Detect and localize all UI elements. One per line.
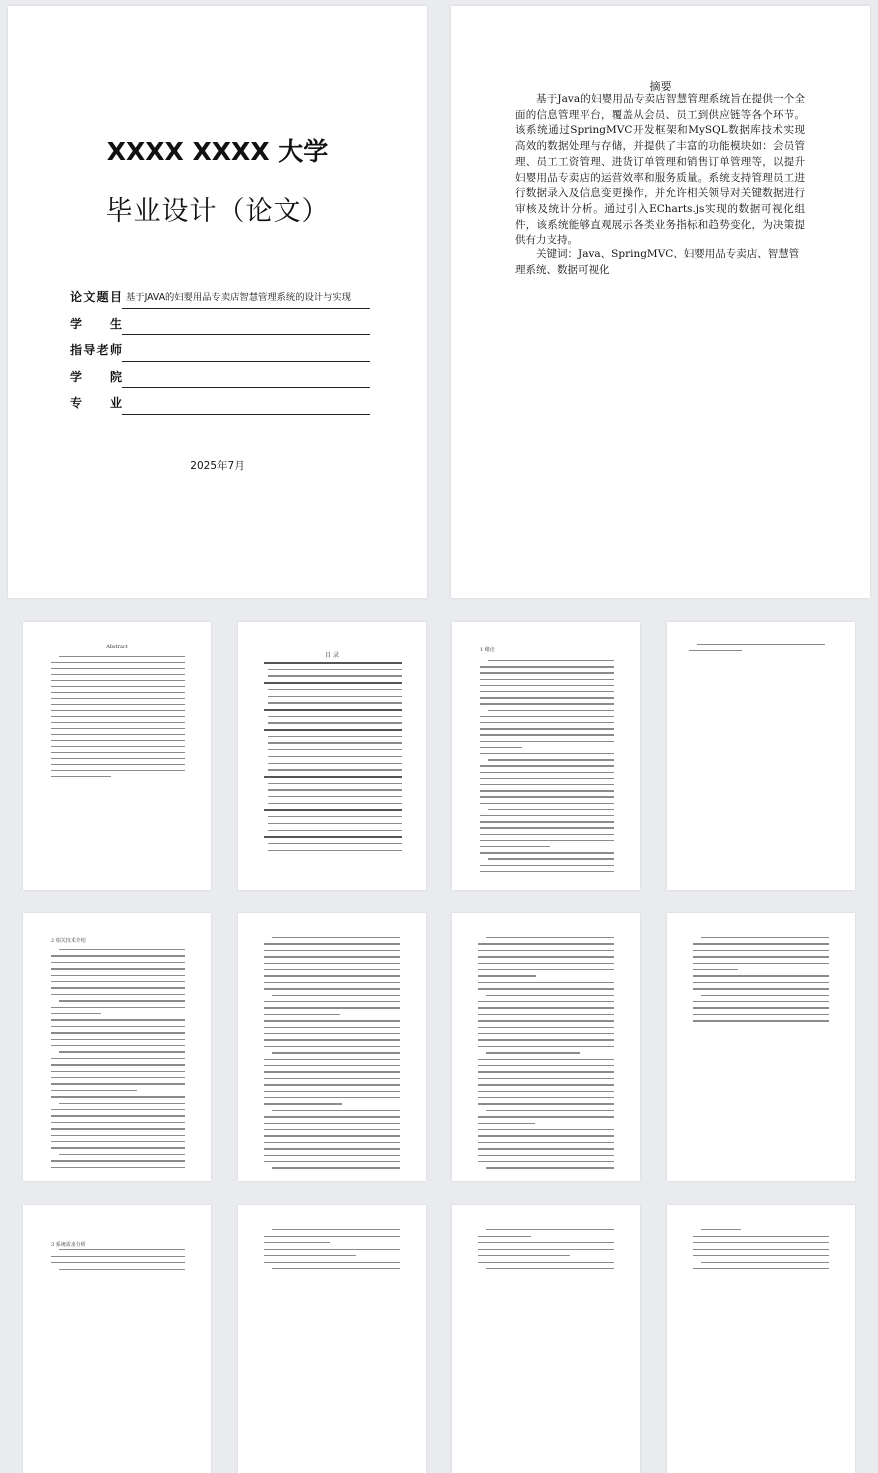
text-line <box>51 987 185 988</box>
text-line <box>51 968 185 969</box>
toc-heading: 目 录 <box>325 652 339 659</box>
text-line <box>51 680 185 681</box>
cover-info-row <box>70 335 370 362</box>
text-line <box>59 1000 185 1001</box>
toc-entry-line <box>268 669 402 670</box>
page-thumbnail-chapter-1[interactable] <box>452 622 640 890</box>
text-line <box>51 746 185 747</box>
text-line <box>272 1052 400 1053</box>
page-thumbnail-toc[interactable] <box>238 622 426 890</box>
text-line <box>51 955 185 956</box>
text-line <box>51 1135 185 1136</box>
text-line <box>701 995 829 996</box>
text-line <box>264 1020 400 1021</box>
text-line <box>51 1058 185 1059</box>
text-line <box>478 1027 614 1028</box>
text-line <box>264 1242 330 1243</box>
toc-entry-line <box>268 763 402 764</box>
cover-info-row <box>70 388 370 415</box>
page-thumbnail-chapter-3[interactable] <box>23 1205 211 1473</box>
text-line <box>264 1148 400 1149</box>
text-line <box>480 685 614 686</box>
text-line <box>480 865 614 866</box>
text-line <box>51 662 185 663</box>
text-line <box>264 1161 400 1162</box>
text-line <box>486 1110 614 1111</box>
text-line <box>51 734 185 735</box>
text-line <box>478 975 536 976</box>
text-line <box>478 1039 614 1040</box>
text-line <box>478 1033 614 1034</box>
text-line <box>480 778 614 779</box>
text-line <box>478 1242 614 1243</box>
text-line <box>478 1020 614 1021</box>
text-line <box>51 1128 185 1129</box>
text-line <box>480 734 614 735</box>
toc-entry-line <box>268 789 402 790</box>
text-line <box>272 995 400 996</box>
text-line <box>264 1071 400 1072</box>
text-line <box>478 1059 614 1060</box>
text-line <box>264 1065 400 1066</box>
text-line <box>693 956 829 957</box>
text-line <box>689 650 742 651</box>
abstract-keywords: 关键词：Java、SpringMVC、妇婴用品专卖店、智慧管理系统、数据可视化 <box>515 248 800 276</box>
toc-entry-line <box>264 682 402 684</box>
text-line <box>51 1007 185 1008</box>
text-line <box>272 1229 400 1230</box>
text-line <box>488 710 614 711</box>
text-line <box>51 1167 185 1168</box>
text-line <box>480 728 614 729</box>
text-line <box>51 1013 101 1014</box>
text-line <box>264 1007 400 1008</box>
toc-entry-line <box>268 769 402 770</box>
text-line <box>264 1084 400 1085</box>
text-line <box>51 1115 185 1116</box>
text-line <box>486 995 614 996</box>
text-line <box>264 1027 400 1028</box>
text-line <box>264 975 400 976</box>
cover-info-value: 基于JAVA的妇婴用品专卖店智慧管理系统的设计与实现 <box>126 292 351 303</box>
chapter1-heading: 1 绪论 <box>480 647 495 653</box>
text-line <box>693 1268 829 1269</box>
text-line <box>697 644 825 645</box>
page-thumbnail-7[interactable] <box>452 913 640 1181</box>
toc-entry-line <box>268 823 402 824</box>
text-line <box>486 1268 614 1269</box>
text-line <box>480 821 614 822</box>
text-line <box>51 1160 185 1161</box>
text-line <box>51 686 185 687</box>
page-thumbnail-english-abstract[interactable] <box>23 622 211 890</box>
text-line <box>478 1249 614 1250</box>
english-abstract-heading: Abstract <box>106 644 128 650</box>
text-line <box>51 1122 185 1123</box>
text-line <box>480 716 614 717</box>
text-line <box>480 852 614 853</box>
text-line <box>51 710 185 711</box>
toc-entry-line <box>268 796 402 797</box>
text-line <box>478 1084 614 1085</box>
text-line <box>51 758 185 759</box>
text-line <box>693 950 829 951</box>
text-line <box>264 1001 400 1002</box>
chapter3-heading: 3 系统需求分析 <box>51 1242 86 1248</box>
text-line <box>486 937 614 938</box>
toc-entry-line <box>268 689 402 690</box>
cover-info-label: 学 生 <box>70 316 122 331</box>
page-thumbnail-11[interactable] <box>452 1205 640 1473</box>
text-line <box>480 722 614 723</box>
text-line <box>264 1155 400 1156</box>
text-line <box>264 1249 400 1250</box>
text-line <box>488 858 614 859</box>
text-line <box>693 982 829 983</box>
toc-entry-line <box>268 716 402 717</box>
text-line <box>51 698 185 699</box>
text-line <box>51 1019 185 1020</box>
cover-page[interactable] <box>8 6 427 598</box>
text-line <box>480 784 614 785</box>
text-line <box>478 1135 614 1136</box>
text-line <box>478 1236 531 1237</box>
text-line <box>264 1135 400 1136</box>
text-line <box>701 1262 829 1263</box>
text-line <box>478 1091 614 1092</box>
text-line <box>51 1109 185 1110</box>
text-line <box>59 1103 185 1104</box>
text-line <box>693 1242 829 1243</box>
text-line <box>51 704 185 705</box>
text-line <box>693 963 829 964</box>
page-thumbnail-6[interactable] <box>238 913 426 1181</box>
text-line <box>272 1110 400 1111</box>
toc-entry-line <box>268 803 402 804</box>
toc-entry-line <box>268 702 402 703</box>
text-line <box>51 1141 185 1142</box>
text-line <box>701 1229 741 1230</box>
text-line <box>264 950 400 951</box>
text-line <box>478 956 614 957</box>
text-line <box>264 988 400 989</box>
text-line <box>51 994 185 995</box>
text-line <box>51 668 185 669</box>
text-line <box>59 1154 185 1155</box>
text-line <box>264 969 400 970</box>
text-line <box>480 840 614 841</box>
text-line <box>51 770 185 771</box>
text-line <box>51 1032 185 1033</box>
text-line <box>264 943 400 944</box>
text-line <box>693 1236 829 1237</box>
toc-entry-line <box>264 709 402 711</box>
page-thumbnail-10[interactable] <box>238 1205 426 1473</box>
text-line <box>478 1065 614 1066</box>
toc-entry-line <box>268 756 402 757</box>
text-line <box>264 1103 342 1104</box>
cover-date: 2025年7月 <box>190 460 245 472</box>
text-line <box>693 943 829 944</box>
text-line <box>488 809 614 810</box>
text-line <box>264 1039 400 1040</box>
text-line <box>264 1078 400 1079</box>
text-line <box>693 1020 829 1021</box>
text-line <box>51 1083 185 1084</box>
toc-entry-line <box>268 816 402 817</box>
text-line <box>264 1116 400 1117</box>
text-line <box>486 1167 614 1168</box>
text-line <box>480 703 614 704</box>
cover-info-label: 专 业 <box>70 396 122 410</box>
chapter2-heading: 2 相关技术介绍 <box>51 938 86 944</box>
abstract-body: 基于Java的妇婴用品专卖店智慧管理系统旨在提供一个全面的信息管理平台，覆盖从会员、员工到供应链等各个环节。该系统通过SpringMVC开发框架和MySQL数据库技术实现高效的数据处理与存储，并提供了丰富的功能模块如：会员管理、员工工资管理、进货订单管理和销售订单管理等，以提升妇婴用品专卖店的运营效率和服务质量。系统支持管理员工进行数据录入及信息变更操作，并允许相关领导对关键数据进行审核及统计分析。通过引入ECharts.js实现的数据可视化组件，该系统能够直观展示各类业务指标和趋势变化，为决策提供有力支持。 <box>515 93 805 247</box>
text-line <box>693 1007 829 1008</box>
text-line <box>480 790 614 791</box>
text-line <box>478 1097 614 1098</box>
text-line <box>478 1161 614 1162</box>
text-line <box>264 1091 400 1092</box>
text-line <box>478 1046 614 1047</box>
text-line <box>480 803 614 804</box>
text-line <box>51 1064 185 1065</box>
text-line <box>478 1129 614 1130</box>
text-line <box>693 1249 829 1250</box>
text-line <box>480 691 614 692</box>
toc-entry-line <box>268 696 402 697</box>
text-line <box>51 740 185 741</box>
text-line <box>488 759 614 760</box>
text-line <box>478 1116 614 1117</box>
text-line <box>51 975 185 976</box>
toc-entry-line <box>268 736 402 737</box>
text-line <box>486 1052 580 1053</box>
text-line <box>51 1262 185 1263</box>
toc-entry-line <box>264 776 402 778</box>
toc-entry-line <box>268 843 402 844</box>
text-line <box>480 772 614 773</box>
page-thumbnail-12[interactable] <box>667 1205 855 1473</box>
text-line <box>51 752 185 753</box>
text-line <box>480 827 614 828</box>
text-line <box>272 1268 400 1269</box>
text-line <box>478 1142 614 1143</box>
text-line <box>478 969 614 970</box>
toc-entry-line <box>268 722 402 723</box>
text-line <box>480 765 614 766</box>
text-line <box>264 1236 400 1237</box>
text-line <box>693 969 738 970</box>
text-line <box>264 1262 400 1263</box>
text-line <box>51 722 185 723</box>
text-line <box>478 1255 570 1256</box>
text-line <box>272 1167 400 1168</box>
text-line <box>59 949 185 950</box>
text-line <box>478 1014 614 1015</box>
toc-entry-line <box>268 675 402 676</box>
text-line <box>51 1045 185 1046</box>
text-line <box>264 1046 400 1047</box>
page-thumbnail-chapter-2[interactable] <box>23 913 211 1181</box>
text-line <box>480 815 614 816</box>
text-line <box>480 747 522 748</box>
text-line <box>51 1256 185 1257</box>
toc-entry-line <box>264 729 402 731</box>
toc-entry-line <box>268 850 402 851</box>
text-line <box>480 834 614 835</box>
text-line <box>51 1090 137 1091</box>
abstract-page[interactable] <box>451 6 870 598</box>
text-line <box>486 1229 614 1230</box>
university-name: XXXX XXXX 大学 <box>106 137 329 166</box>
text-line <box>478 1007 614 1008</box>
text-line <box>51 962 185 963</box>
text-line <box>51 764 185 765</box>
toc-entry-line <box>268 830 402 831</box>
text-line <box>701 937 829 938</box>
cover-info-row <box>70 362 370 389</box>
text-line <box>480 672 614 673</box>
text-line <box>59 1249 185 1250</box>
text-line <box>480 741 614 742</box>
page-thumbnail-4[interactable] <box>667 622 855 890</box>
text-line <box>693 988 829 989</box>
text-line <box>478 982 614 983</box>
cover-info-underline <box>122 414 370 415</box>
text-line <box>264 1142 400 1143</box>
text-line <box>478 1078 614 1079</box>
text-line <box>480 846 550 847</box>
toc-entry-line <box>264 809 402 811</box>
toc-entry-line <box>268 749 402 750</box>
text-line <box>480 679 614 680</box>
text-line <box>264 1255 356 1256</box>
text-line <box>264 982 400 983</box>
text-line <box>264 1097 400 1098</box>
text-line <box>478 1148 614 1149</box>
text-line <box>480 697 614 698</box>
text-line <box>478 1155 614 1156</box>
text-line <box>478 1103 614 1104</box>
text-line <box>51 1096 185 1097</box>
text-line <box>478 1001 614 1002</box>
text-line <box>264 1059 400 1060</box>
text-line <box>264 963 400 964</box>
text-line <box>478 988 614 989</box>
text-line <box>478 943 614 944</box>
text-line <box>264 1123 400 1124</box>
text-line <box>693 1001 829 1002</box>
toc-entry-line <box>264 662 402 664</box>
cover-info-label: 学 院 <box>70 369 122 384</box>
text-line <box>59 656 185 657</box>
text-line <box>272 937 400 938</box>
text-line <box>478 1262 614 1263</box>
text-line <box>693 1014 829 1015</box>
text-line <box>59 1051 185 1052</box>
abstract-title: 摘要 <box>649 80 672 93</box>
text-line <box>488 660 614 661</box>
text-line <box>51 716 185 717</box>
text-line <box>478 1123 535 1124</box>
text-line <box>480 666 614 667</box>
text-line <box>693 1255 829 1256</box>
thesis-type-title: 毕业设计（论文） <box>105 196 330 227</box>
text-line <box>51 728 185 729</box>
text-line <box>264 1129 400 1130</box>
toc-entry-line <box>268 742 402 743</box>
text-line <box>51 1077 185 1078</box>
text-line <box>264 1014 340 1015</box>
page-thumbnail-8[interactable] <box>667 913 855 1181</box>
text-line <box>51 981 185 982</box>
cover-info-table <box>70 282 370 415</box>
text-line <box>51 692 185 693</box>
text-line <box>478 963 614 964</box>
text-line <box>51 1039 185 1040</box>
text-line <box>51 1026 185 1027</box>
text-line <box>51 1147 185 1148</box>
text-line <box>478 950 614 951</box>
text-line <box>693 975 829 976</box>
text-line <box>480 871 614 872</box>
cover-info-row <box>70 282 370 309</box>
text-line <box>51 674 185 675</box>
text-line <box>264 1033 400 1034</box>
text-line <box>51 1071 185 1072</box>
text-line <box>51 776 111 777</box>
cover-info-label: 指 导 老 师 <box>70 343 122 357</box>
toc-entry-line <box>264 836 402 838</box>
text-line <box>480 753 614 754</box>
text-line <box>480 796 614 797</box>
text-line <box>264 956 400 957</box>
cover-info-label: 论 文 题 目 <box>70 290 122 304</box>
cover-info-row <box>70 309 370 336</box>
text-line <box>478 1071 614 1072</box>
toc-entry-line <box>268 783 402 784</box>
